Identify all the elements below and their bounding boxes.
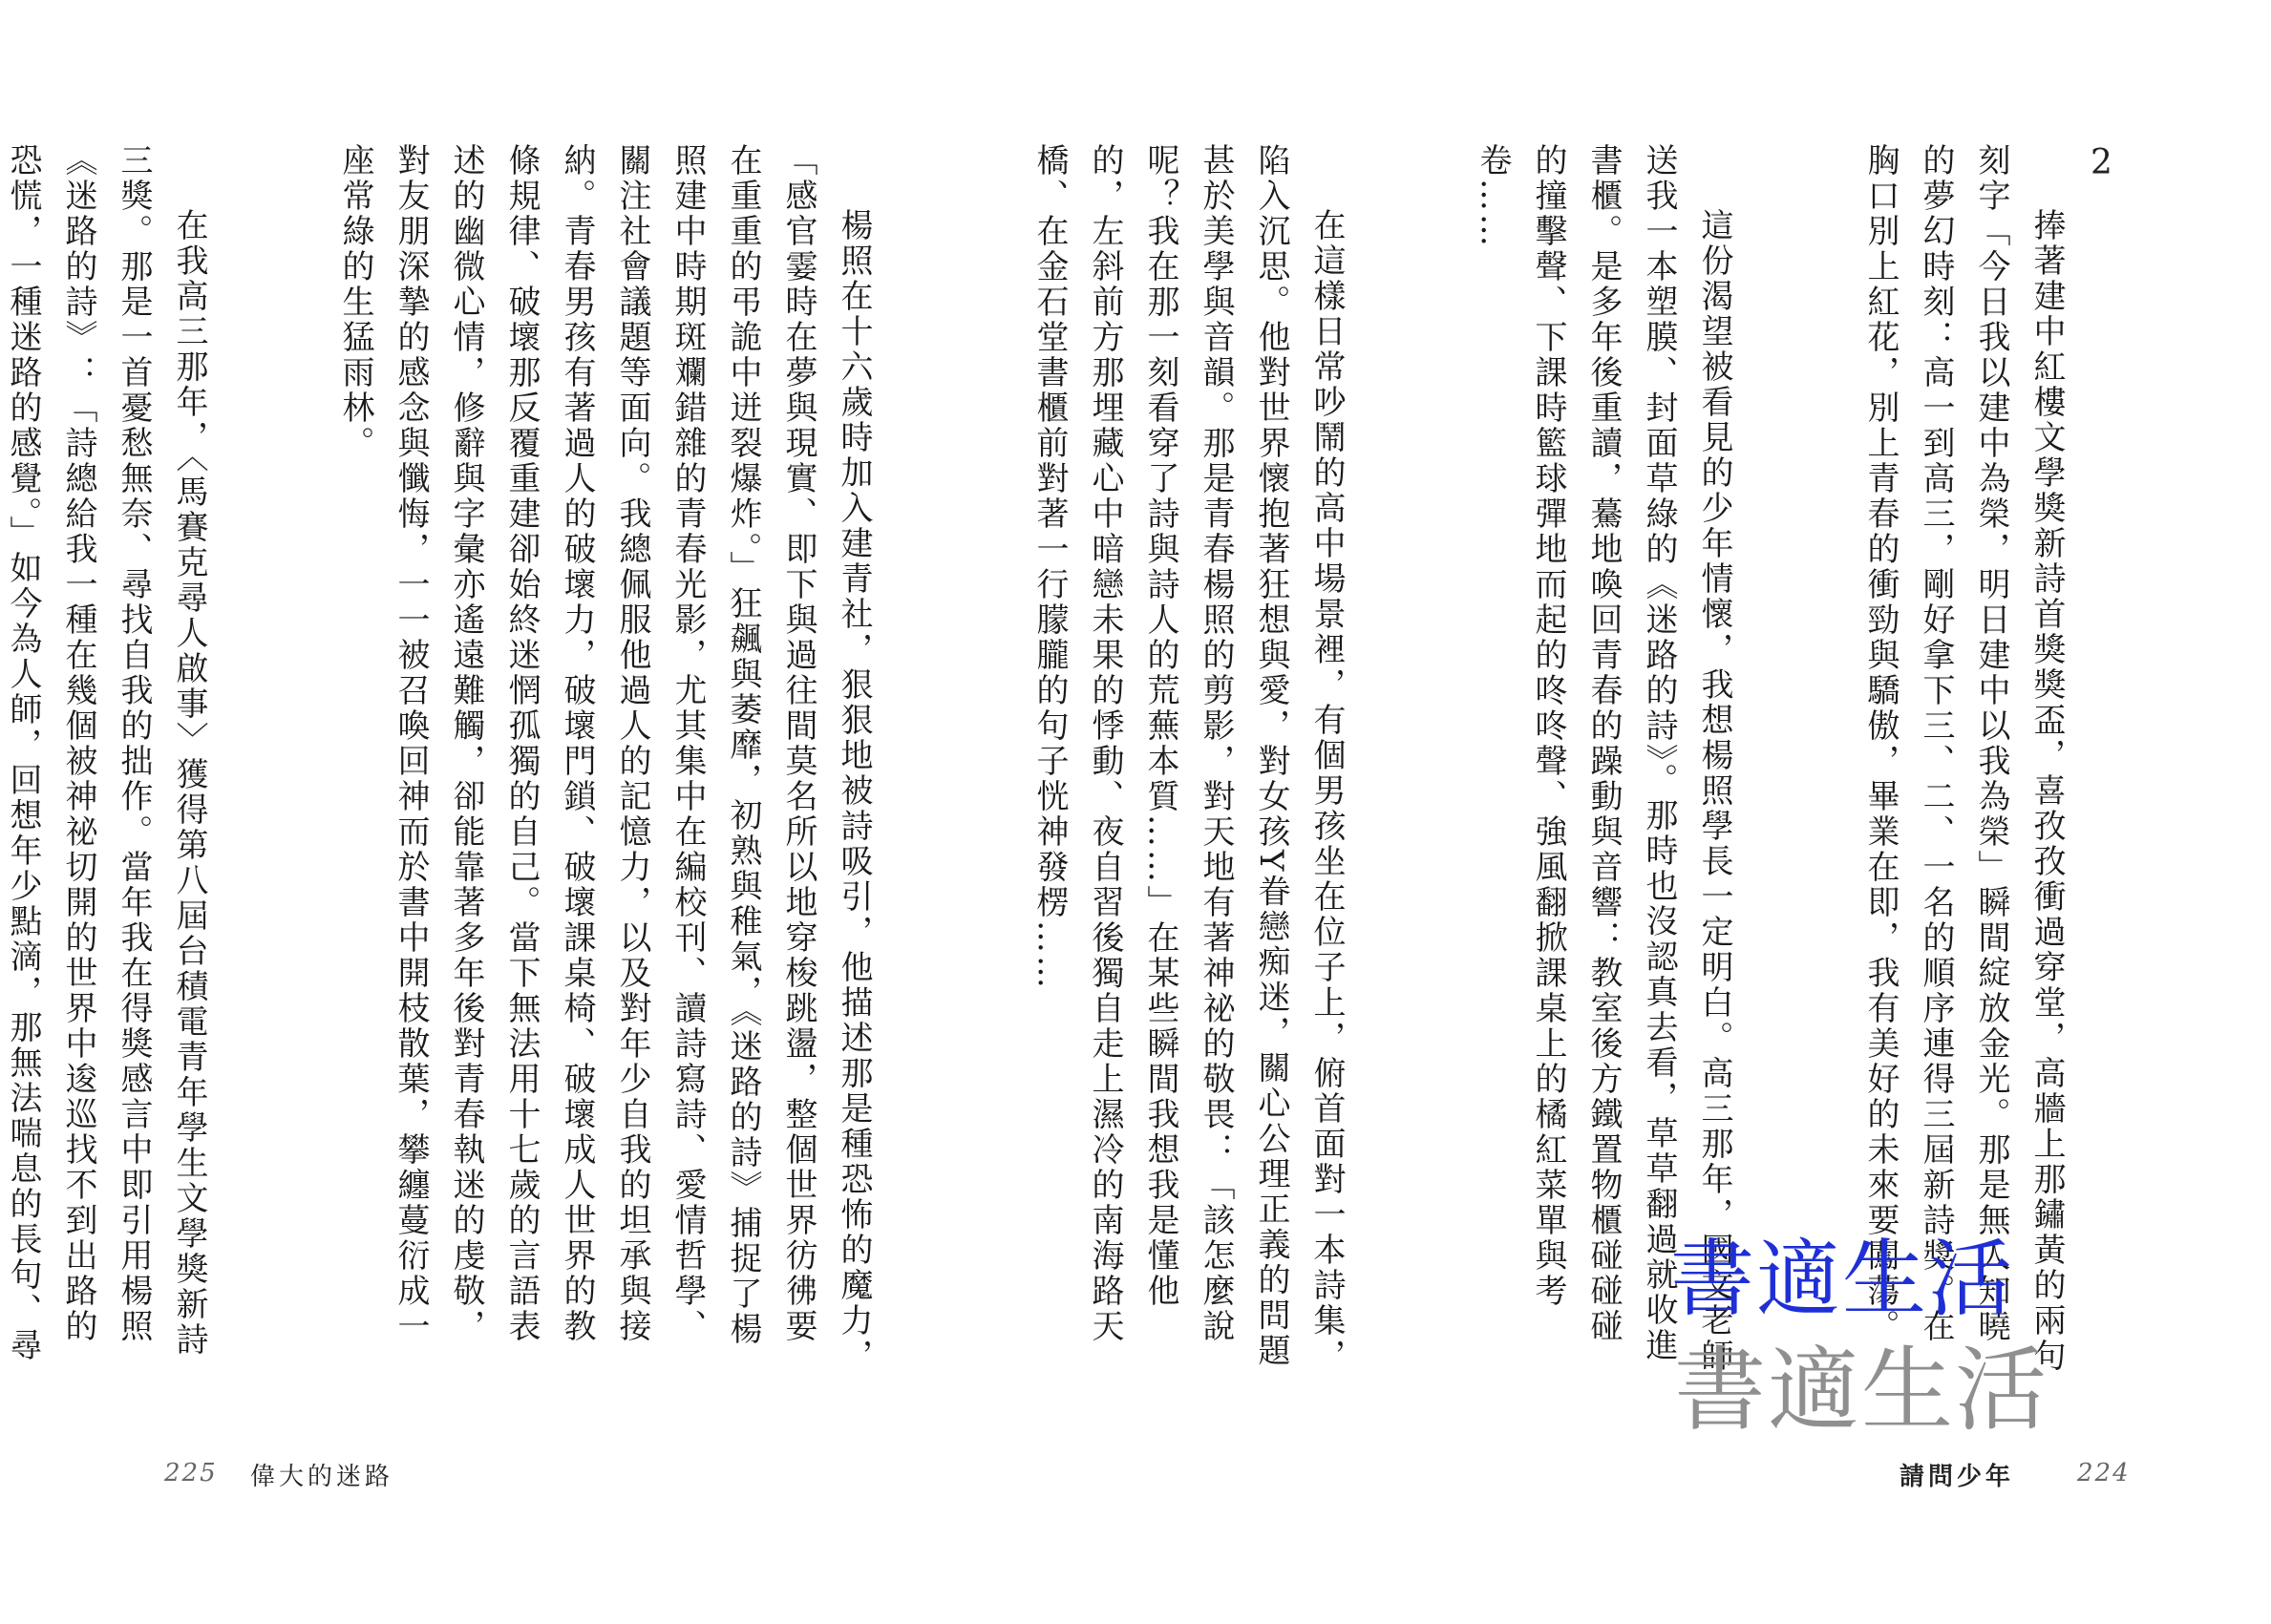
left-page-body [0,143,992,1375]
right-paragraph-3: 在這樣日常吵鬧的高中場景裡，有個男孩坐在位子上，俯首面對一本詩集，陷入沉思。他對世界懷抱著狂想與愛，對女孩Y眷戀痴迷，關心公理正義的問題甚於美學與音韻。那是青春楊照的剪影，對天地有著神祕的敬畏：「該怎麼說呢？我在那一刻看穿了詩與詩人的荒蕪本質……」在某些瞬間我想我是懂他的，左斜前方那埋藏心中暗戀未果的悸動、夜自習後獨自走上濕冷的南海路天橋、在金石堂書櫃前對著一行朦朧的句子恍神發楞…… [1030,143,1346,1374]
watermark-gray: 書適生活 [1674,1337,2048,1444]
right-page-body [911,143,2185,1375]
left-page-number: 225 [164,1459,218,1487]
right-running-title: 請問少年 [1900,1463,2015,1491]
right-page [1030,0,2271,1624]
left-paragraph-1: 楊照在十六歲時加入建青社，狠狠地被詩吸引，他描述那是種恐怖的魔力，「感官霎時在夢與現實、即下與過往間莫名所以地穿梭跳盪，整個世界彷彿要在重重的弔詭中迸裂爆炸。」狂飆與萎靡，初熟與稚氣，《迷路的詩》捕捉了楊照建中時期斑斕錯雜的青春光影，尤其集中在編校刊、讀詩寫詩、愛情哲學、關注社會議題等面向。我總佩服他過人的記憶力，以及對年少自我的坦承與接納。青春男孩有著過人的破壞力，破壞門鎖、破壞課桌椅、破壞成人世界的教條規律、破壞那反覆重建卻始終迷惘孤獨的自己。當下無法用十七歲的言語表述的幽微心情，修辭與字彙亦遙遠難觸，卻能靠著多年後對青春執迷的虔敬，對友朋深摯的感念與懺悔，一一被召喚回神而於書中開枝散葉，攀纏蔓衍成一座常綠的生猛雨林。 [336,143,873,1374]
left-running-title: 偉大的迷路 [250,1463,394,1491]
left-paragraph-2: 在我高三那年，〈馬賽克尋人啟事〉獲得第八屆台積電青年學生文學獎新詩三獎。那是一首憂愁無奈、尋找自我的拙作。當年我在得獎感言中即引用楊照《迷路的詩》：「詩總給我一種在幾個被神祕切開的世界中逡巡找不到出路的恐慌，一種迷路的感覺。」如今為人師，回想年少點滴，那無法喘息的長句、尋 [4,143,208,1363]
section-number: 2 [2091,143,2112,182]
watermark-blue: 書適生活 [1670,1230,2015,1328]
right-page-number: 224 [2077,1459,2131,1487]
right-paragraph-2: 這份渴望被看見的少年情懷，我想楊照學長一定明白。高三那年，國文老師送我一本塑膜、封面草綠的《迷路的詩》。那時也沒認真去看，草草翻過就收進書櫃。是多年後重讀，驀地喚回青春的躁動與音響：教室後方鐵置物櫃碰碰碰的撞擊聲、下課時籃球彈地而起的咚咚聲、強風翻掀課桌上的橘紅菜單與考卷…… [1474,143,1733,1374]
right-paragraph-1: 捧著建中紅樓文學獎新詩首獎獎盃，喜孜孜衝過穿堂，高牆上那鏽黃的兩句刻字「今日我以建中為榮，明日建中以我為榮」瞬間綻放金光。那是無人知曉的夢幻時刻：高一到高三，剛好拿下三、二、一名的順序連得三屆新詩獎。在胸口別上紅花，別上青春的衝勁與驕傲，畢業在即，我有美好的未來要闖蕩。 [1861,143,2066,1374]
